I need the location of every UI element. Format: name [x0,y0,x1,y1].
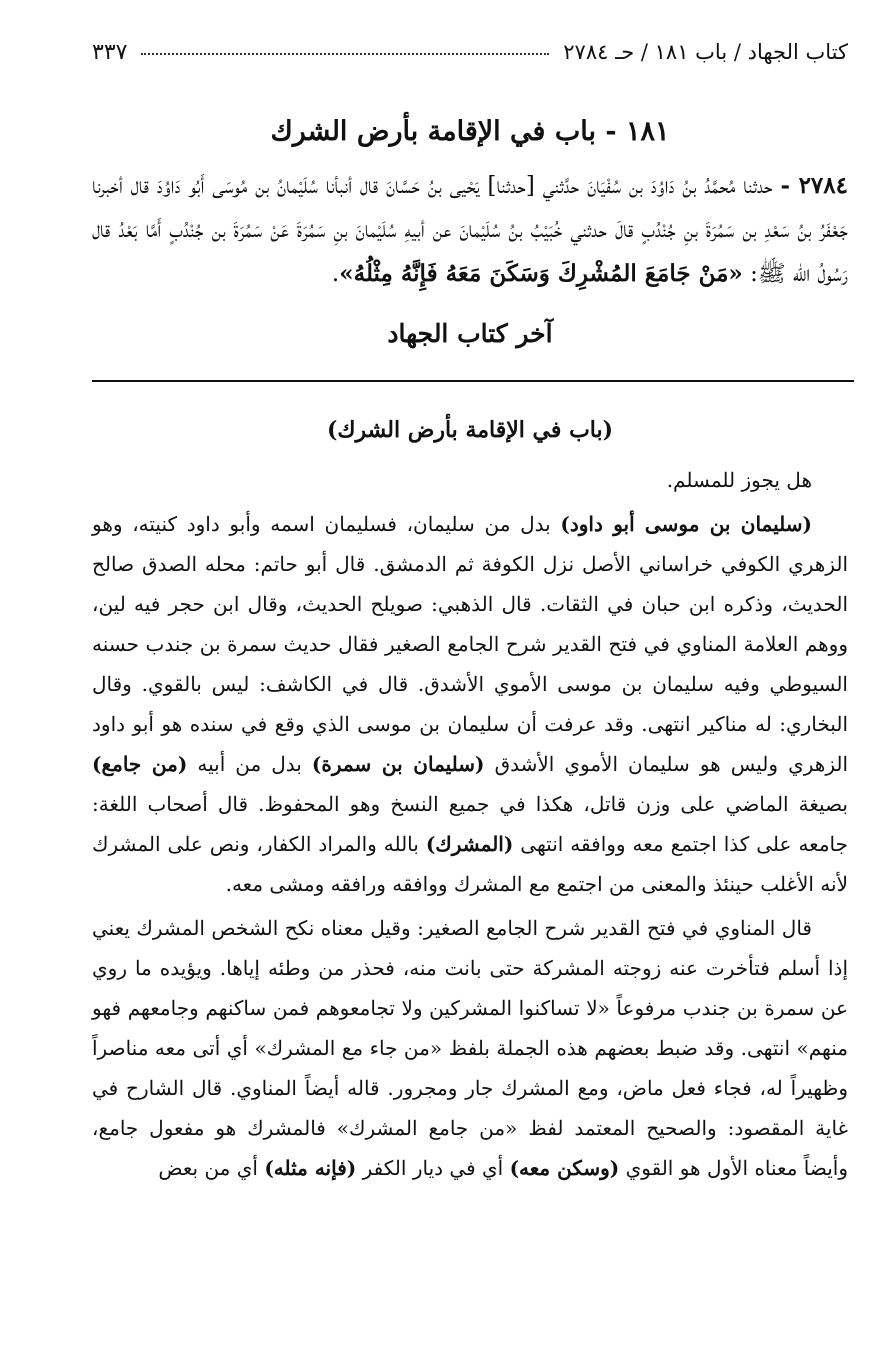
commentary-intro: هل يجوز للمسلم. [666,468,812,492]
book-end-heading: آخر كتاب الجهاد [387,319,553,348]
header-dotted-leader [141,39,549,55]
commentary-term: (فإنه مثله) [264,1156,357,1180]
commentary-text: أي من بعض [158,1156,265,1180]
hadith-number: ٢٧٨٤ - [780,172,848,199]
page-number: ٣٣٧ [92,40,128,65]
commentary-text: أي في ديار الكفر [356,1156,510,1180]
hadith-end: . [331,261,340,287]
commentary-text: بدل من أبيه [187,752,312,776]
footnote-separator [92,380,854,382]
hadith-text [92,164,848,296]
commentary-text: قال المناوي في فتح القدير شرح الجامع الصغير: وقيل معناه نكح الشخص المشرك يعني إذا أسلم فتأخرت عنه زوجته المشركة حتى بانت منه، فحذر من وطئه إياها. ويؤيده ما روي عن سمرة بن جندب مرفوعاً «لا تساكنوا المشركين ولا تجامعوهم فمن ساكنهم وجامعهم فهو منهم» انتهى. وقد ضبط بعضهم هذه الجملة بلفظ «من جاء مع المشرك» أي أتى معه مناصراً وظهيراً له، فجاء فعل ماض، ومع المشرك جار ومجرور. قاله أيضاً المناوي. قال الشارح في غاية المقصود: والصحيح المعتمد لفظ «من جامع المشرك» فالمشرك هو مفعول جامع، وأيضاً معناه الأول هو القوي [92,916,848,1180]
commentary-term: (وسكن معه) [509,1156,620,1180]
commentary-paragraph-2 [92,908,848,1188]
commentary-title: (باب في الإقامة بأرض الشرك) [326,417,614,443]
running-header [92,40,848,80]
commentary-term: (سليمان بن موسى أبو داود) [560,512,812,536]
chapter-title: ١٨١ - باب في الإقامة بأرض الشرك [270,116,670,147]
commentary-term: (المشرك) [425,832,514,856]
commentary-text: بدل من سليمان، فسليمان اسمه وأبو داود كنيته، وهو الزهري الكوفي خراساني الأصل نزل الكوفة ثم الدمشق. قال أبو حاتم: محله الصدق صالح الحديث، وذكره ابن حبان في الثقات. قال الذهبي: صويلح الحديث، وقال ابن حجر فيه لين، ووهم العلامة المناوي في فتح القدير شرح الجامع الصغير فقال حديث سمرة بن جندب حسنه السيوطي وفيه سليمان بن موسى الأموي الأشدق. قال في الكاشف: ليس بالقوي. وقال البخاري: له مناكير انتهى. وقد عرفت أن سليمان بن موسى الذي وقع في سنده هو أبو داود الزهري وليس هو سليمان الأموي الأشدق [92,512,849,776]
commentary-paragraph-1 [92,504,848,904]
commentary-term: (سليمان بن سمرة) [311,752,485,776]
book-page [92,40,848,1188]
hadith-isnad: حدثنا مُحمَّدُ بنُ دَاوُدَ بن سُفْيَانَ حدَّثني [حدثنا] يَحْيى بنُ حَسَّانَ قال أنبأنا سُلَيْمانُ بن مُوسَى أَبُو دَاوُدَ قال أخبرنا جَعْفَرُ بنُ سَعْدِ بن سَمُرَةَ بنِ جُنْدُبٍ قالَ حدثني خُبَيْبُ بنُ سُلَيْمانَ عن أبيهِ سُلَيْمانَ بنِ سَمُرَةَ عَنْ سَمُرَةَ بن جُنْدُبٍ أَمَّا بَعْدُ قال رَسُولُ الله ﷺ: [92,173,848,287]
hadith-matn: «مَنْ جَامَعَ المُشْرِكَ وَسَكَنَ مَعَهُ فَإِنَّهُ مِثْلُهُ» [339,260,743,287]
commentary-text: بالله والمراد الكفار، ونص على المشرك لأنه الأغلب حينئذ والمعنى من اجتمع مع المشرك ووافقه ورافقه ومشى معه. [92,832,848,896]
commentary-term: (من جامع) [92,752,188,776]
commentary-text: بصيغة الماضي على وزن قاتل، هكذا في جميع النسخ وهو المحفوظ. قال أصحاب اللغة: جامعه على كذا اجتمع معه ووافقه انتهى [92,792,848,856]
running-title: كتاب الجهاد / باب ١٨١ / حـ ٢٧٨٤ [563,40,848,64]
commentary [92,410,848,1188]
